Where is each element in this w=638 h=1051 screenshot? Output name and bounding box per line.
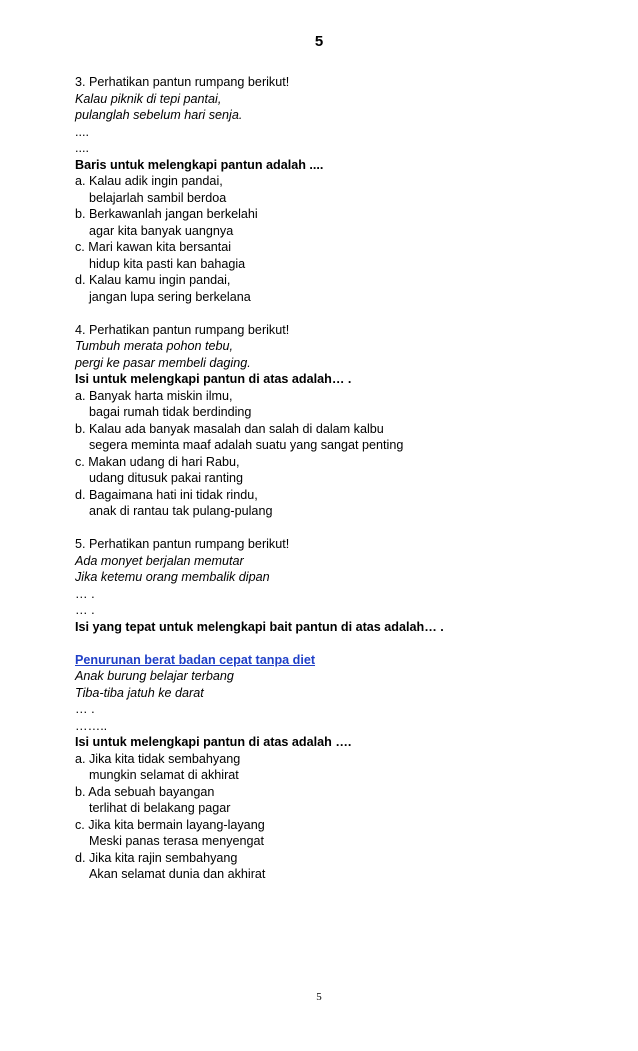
q5-blank-line-2: … . [75, 603, 95, 617]
q5-verse-line-1: Ada monyet berjalan memutar [75, 553, 244, 568]
q3-option-d-line-1: d. Kalau kamu ingin pandai, [75, 273, 231, 287]
q4-option-b-line-1: b. Kalau ada banyak masalah dan salah di dalam kalbu [75, 421, 384, 436]
q6-option-c-line-1: c. Jika kita bermain layang-layang [75, 817, 265, 832]
q5-intro: 5. Perhatikan pantun rumpang berikut! [75, 537, 290, 551]
q3-option-a-line-1: a. Kalau adik ingin pandai, [75, 174, 223, 188]
page-header-number: 5 [314, 33, 324, 50]
q6-option-b-line-1: b. Ada sebuah bayangan [75, 784, 215, 799]
q4-verse-line-1: Tumbuh merata pohon tebu, [75, 339, 233, 353]
q4-option-d-line-1: d. Bagaimana hati ini tidak rindu, [75, 487, 258, 502]
document-body [75, 74, 595, 883]
q4-intro: 4. Perhatikan pantun rumpang berikut! [75, 322, 290, 337]
q3-question: Baris untuk melengkapi pantun adalah .... [75, 157, 324, 172]
q3-option-b-line-2: agar kita banyak uangnya [89, 223, 234, 238]
q6-option-b-line-2: terlihat di belakang pagar [89, 801, 231, 815]
q3-option-a-line-2: belajarlah sambil berdoa [89, 190, 227, 205]
q6-option-a-line-2: mungkin selamat di akhirat [89, 768, 239, 782]
q4-option-a-line-2: bagai rumah tidak berdinding [89, 405, 252, 419]
q4-verse-line-2: pergi ke pasar membeli daging. [75, 355, 251, 370]
q6-verse-line-2: Tiba-tiba jatuh ke darat [75, 685, 204, 700]
q3-option-c-line-2: hidup kita pasti kan bahagia [89, 256, 246, 271]
q6-blank-line-2: …….. [75, 718, 108, 733]
q4-question: Isi untuk melengkapi pantun di atas adalah… . [75, 372, 352, 386]
spacer [75, 305, 595, 322]
q3-blank-line-2: .... [75, 141, 89, 155]
q3-blank-line-1: .... [75, 124, 89, 139]
q3-verse-line-1: Kalau piknik di tepi pantai, [75, 91, 222, 106]
q3-option-c-line-1: c. Mari kawan kita bersantai [75, 240, 232, 254]
q6-verse-line-1: Anak burung belajar terbang [75, 669, 234, 683]
q4-option-a-line-1: a. Banyak harta miskin ilmu, [75, 388, 233, 403]
q6-option-c-line-2: Meski panas terasa menyengat [89, 834, 265, 848]
q4-option-b-line-2: segera meminta maaf adalah suatu yang sangat penting [89, 438, 404, 452]
q6-option-a-line-1: a. Jika kita tidak sembahyang [75, 751, 241, 766]
q6-option-d-line-2: Akan selamat dunia dan akhirat [89, 867, 266, 881]
q4-option-c-line-1: c. Makan udang di hari Rabu, [75, 454, 240, 469]
q3-option-b-line-1: b. Berkawanlah jangan berkelahi [75, 207, 258, 221]
q5-verse-line-2: Jika ketemu orang membalik dipan [75, 570, 270, 584]
q3-verse-line-2: pulanglah sebelum hari senja. [75, 108, 243, 122]
promo-link[interactable]: Penurunan berat badan cepat tanpa diet [75, 652, 316, 667]
q6-blank-line-1: … . [75, 702, 95, 716]
page-footer-number: 5 [316, 991, 322, 1003]
q6-question: Isi untuk melengkapi pantun di atas adalah …. [75, 735, 352, 749]
q3-intro: 3. Perhatikan pantun rumpang berikut! [75, 75, 290, 89]
q6-option-d-line-1: d. Jika kita rajin sembahyang [75, 850, 238, 865]
q4-option-c-line-2: udang ditusuk pakai ranting [89, 471, 244, 485]
q3-option-d-line-2: jangan lupa sering berkelana [89, 289, 251, 304]
spacer [75, 635, 595, 652]
q4-option-d-line-2: anak di rantau tak pulang-pulang [89, 504, 273, 518]
spacer [75, 520, 595, 537]
q5-blank-line-1: … . [75, 586, 95, 601]
q5-question: Isi yang tepat untuk melengkapi bait pantun di atas adalah… . [75, 619, 444, 634]
